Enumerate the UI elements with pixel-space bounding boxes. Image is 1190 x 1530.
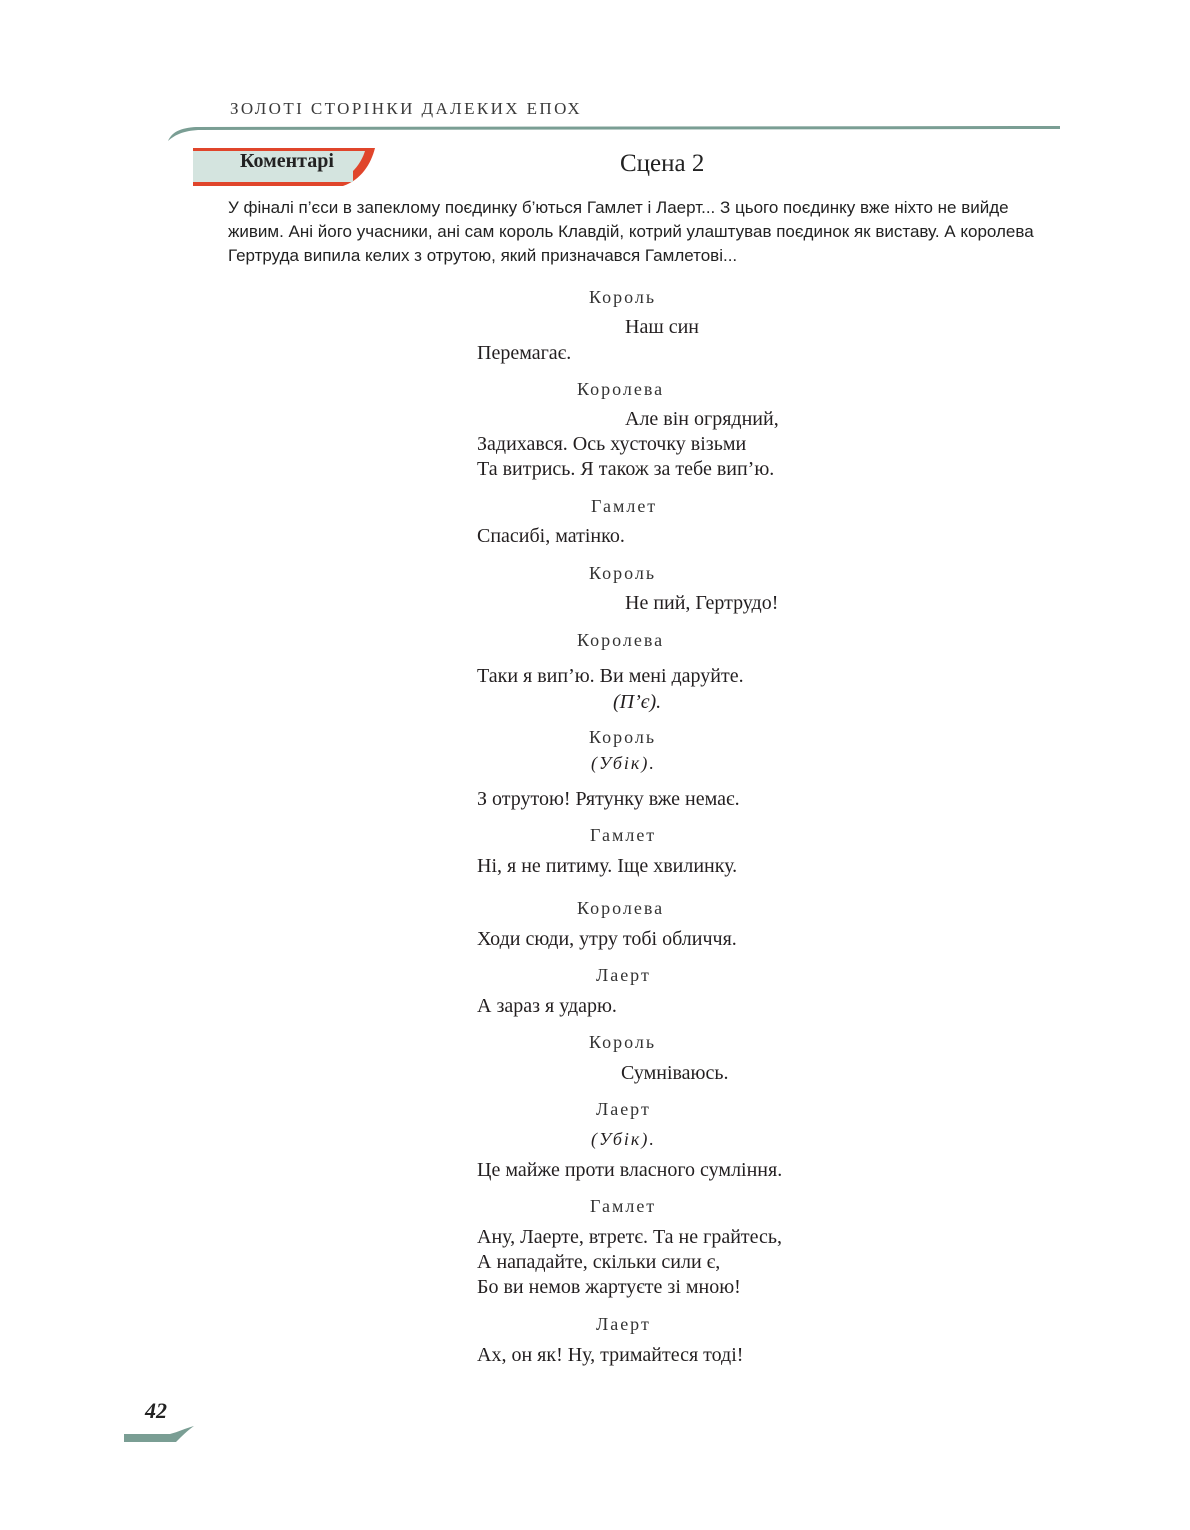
stage-direction: (Убік).	[591, 753, 656, 773]
dialogue-line: З отрутою! Рятунку вже немає.	[477, 788, 740, 810]
dialogue-line: Це майже проти власного сумління.	[477, 1159, 783, 1181]
page-number: 42	[145, 1398, 167, 1423]
speaker-name: Король	[589, 287, 657, 307]
dialogue-line: Та витрись. Я також за тебе вип’ю.	[477, 458, 775, 480]
footer-ornament	[124, 1424, 196, 1446]
speaker-name: Гамлет	[590, 825, 657, 845]
scene-title: Сцена 2	[620, 150, 705, 177]
dialogue-line: Задихався. Ось хусточку візьми	[477, 433, 747, 455]
speaker-name: Королева	[577, 898, 665, 918]
dialogue-line: Наш син	[625, 316, 700, 338]
dialogue-line: Ходи сюди, утру тобі обличчя.	[477, 928, 737, 950]
speaker-name: Король	[589, 1032, 657, 1052]
stage-direction: (П’є).	[613, 691, 662, 713]
dialogue-line: Бо ви немов жартуєте зі мною!	[477, 1276, 741, 1298]
dialogue-line: Але він огрядний,	[625, 408, 779, 430]
speaker-name: Лаерт	[596, 965, 651, 985]
dialogue-line: Таки я вип’ю. Ви мені даруйте.	[477, 665, 744, 687]
speaker-name: Лаерт	[596, 1314, 651, 1334]
dialogue-line: Спасибі, матінко.	[477, 525, 625, 547]
dialogue-line: А нападайте, скільки сили є,	[477, 1251, 721, 1273]
dialogue-line: Сумніваюсь.	[621, 1062, 729, 1084]
speaker-name: Королева	[577, 630, 665, 650]
speaker-name: Королева	[577, 379, 665, 399]
dialogue-line: Ні, я не питиму. Іще хвилинку.	[477, 855, 738, 877]
dialogue-line: Перемагає.	[477, 342, 572, 364]
dialogue-line: А зараз я ударю.	[477, 995, 617, 1017]
dialogue-line: Ах, он як! Ну, тримайтеся тоді!	[477, 1344, 744, 1366]
speaker-name: Король	[589, 563, 657, 583]
comments-label: Коментарі	[240, 150, 334, 172]
speaker-name: Гамлет	[591, 496, 658, 516]
stage-direction: (Убік).	[591, 1129, 656, 1149]
speaker-name: Лаерт	[596, 1099, 651, 1119]
speaker-name: Король	[589, 727, 657, 747]
dialogue-line: Не пий, Гертрудо!	[625, 592, 779, 614]
speaker-name: Гамлет	[590, 1196, 657, 1216]
running-head: ЗОЛОТІ СТОРІНКИ ДАЛЕКИХ ЕПОХ	[230, 99, 583, 118]
dialogue-line: Ану, Лаерте, втретє. Та не грайтесь,	[477, 1226, 783, 1248]
intro-paragraph: У фіналі п’єси в запеклому поєдинку б’ються Гамлет і Лаерт... З цього поєдинку вже ніхто не вийде живим. Ані його учасники, ані сам король Клавдій, котрий улаштував поєдинок як виставу. А королева Гертруда випила келих з отрутою, який призначався Гамлетові...	[228, 198, 1034, 265]
